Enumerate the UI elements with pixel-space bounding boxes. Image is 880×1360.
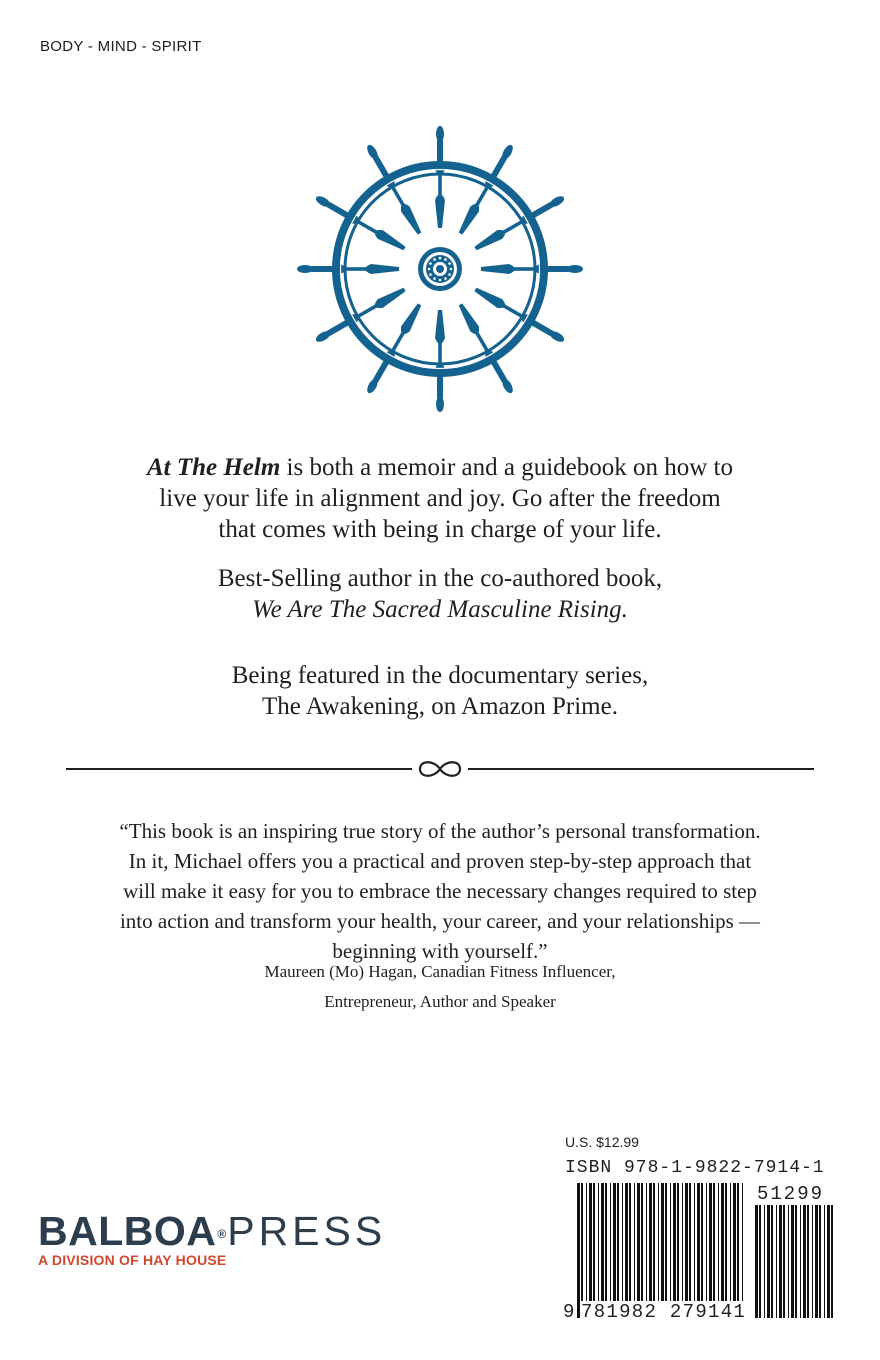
ean-first-digit: 9 (563, 1301, 575, 1323)
publisher-name-light: PRESS (227, 1208, 387, 1254)
featured-line-1: Being featured in the documentary series, (231, 662, 649, 689)
registered-mark: ® (217, 1227, 227, 1242)
attribution-line-1: Maureen (Mo) Hagan, Canadian Fitness Influencer, (264, 962, 616, 981)
ship-wheel-icon (291, 120, 589, 418)
quote-line: “This book is an inspiring true story of the author’s personal transformation. (119, 819, 761, 843)
publisher-division: A DIVISION OF HAY HOUSE (38, 1252, 227, 1268)
isbn-barcode (563, 1183, 838, 1331)
category-label: BODY - MIND - SPIRIT (40, 38, 202, 55)
ean-barcode-bars (577, 1183, 745, 1318)
ean-digits: 781982 279141 (581, 1301, 747, 1323)
quote-line: In it, Michael offers you a practical and proven step-by-step approach that (128, 849, 752, 873)
price-label: U.S. $12.99 (565, 1134, 639, 1150)
infinity-icon (416, 757, 464, 781)
price-addon-digits: 51299 (757, 1183, 825, 1205)
publisher-name-bold: BALBOA (38, 1208, 217, 1254)
publisher-logo (38, 1208, 386, 1257)
blurb-line-1: is both a memoir and a guidebook on how to (280, 454, 734, 481)
featured-paragraph (60, 660, 820, 722)
quote-line: into action and transform your health, your career, and your relationships — (119, 909, 761, 933)
isbn-label: ISBN 978-1-9822-7914-1 (565, 1158, 825, 1178)
divider-line-right (468, 768, 814, 770)
divider-line-left (66, 768, 412, 770)
quote-line: beginning with yourself.” (332, 939, 548, 963)
ornament-divider (66, 757, 814, 781)
book-title: At The Helm (146, 454, 281, 481)
blurb-line-3: that comes with being in charge of your life. (218, 516, 662, 543)
quote-line: will make it easy for you to embrace the necessary changes required to step (123, 879, 757, 903)
bestseller-book-title: We Are The Sacred Masculine Rising. (252, 596, 628, 623)
attribution-line-2: Entrepreneur, Author and Speaker (324, 992, 556, 1011)
blurb-line-2: live your life in alignment and joy. Go after the freedom (159, 485, 721, 512)
blurb-paragraph (60, 452, 820, 545)
testimonial-quote (60, 816, 820, 966)
featured-line-2: The Awakening, on Amazon Prime. (262, 693, 618, 720)
addon-barcode-bars (755, 1205, 835, 1318)
bestseller-line: Best-Selling author in the co-authored book, (217, 565, 663, 592)
bestseller-paragraph (60, 563, 820, 625)
